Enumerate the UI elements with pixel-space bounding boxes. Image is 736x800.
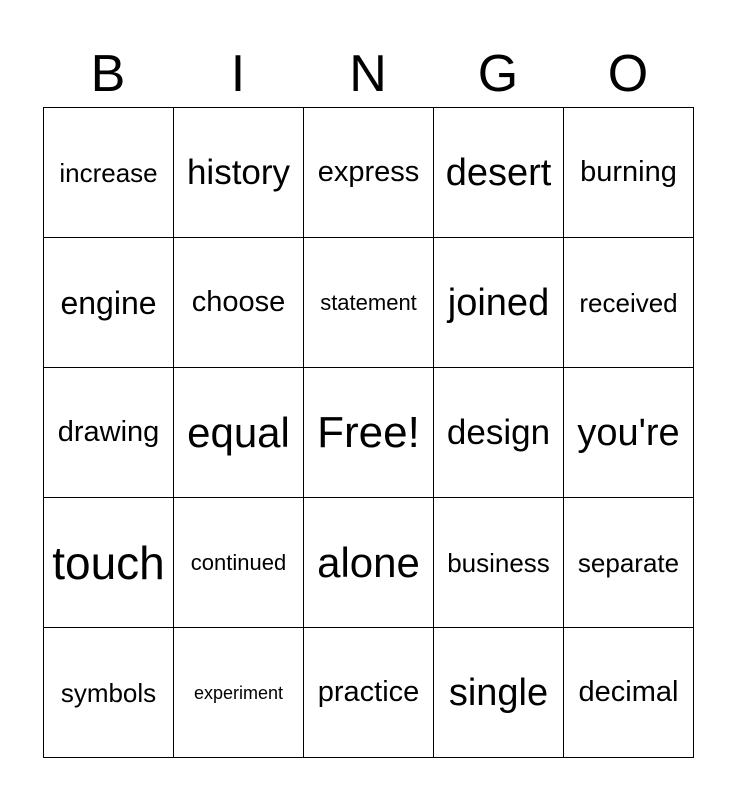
header-letter-n: N [349,45,387,103]
header-letter-i: I [230,45,246,103]
bingo-cell[interactable]: received [564,238,694,368]
free-space-cell[interactable]: Free! [304,368,434,498]
bingo-cell[interactable]: joined [434,238,564,368]
header-letter-g: G [477,45,519,103]
bingo-cell[interactable]: decimal [564,628,694,758]
bingo-cell[interactable]: burning [564,108,694,238]
bingo-cell[interactable]: single [434,628,564,758]
bingo-cell[interactable]: continued [174,498,304,628]
bingo-cell[interactable]: business [434,498,564,628]
bingo-cell[interactable]: desert [434,108,564,238]
bingo-cell[interactable]: statement [304,238,434,368]
bingo-cell[interactable]: choose [174,238,304,368]
bingo-cell[interactable]: drawing [44,368,174,498]
header-letter-b: B [90,45,126,103]
bingo-cell[interactable]: separate [564,498,694,628]
bingo-cell[interactable]: symbols [44,628,174,758]
bingo-cell[interactable]: alone [304,498,434,628]
bingo-cell[interactable]: history [174,108,304,238]
bingo-cell[interactable]: practice [304,628,434,758]
bingo-cell[interactable]: engine [44,238,174,368]
bingo-cell[interactable]: increase [44,108,174,238]
bingo-cell[interactable]: equal [174,368,304,498]
bingo-cell[interactable]: experiment [174,628,304,758]
bingo-cell[interactable]: touch [44,498,174,628]
bingo-board [43,107,694,758]
header-letter-o: O [607,45,649,103]
bingo-header [43,40,693,108]
bingo-cell[interactable]: design [434,368,564,498]
bingo-cell[interactable]: express [304,108,434,238]
bingo-cell[interactable]: you're [564,368,694,498]
